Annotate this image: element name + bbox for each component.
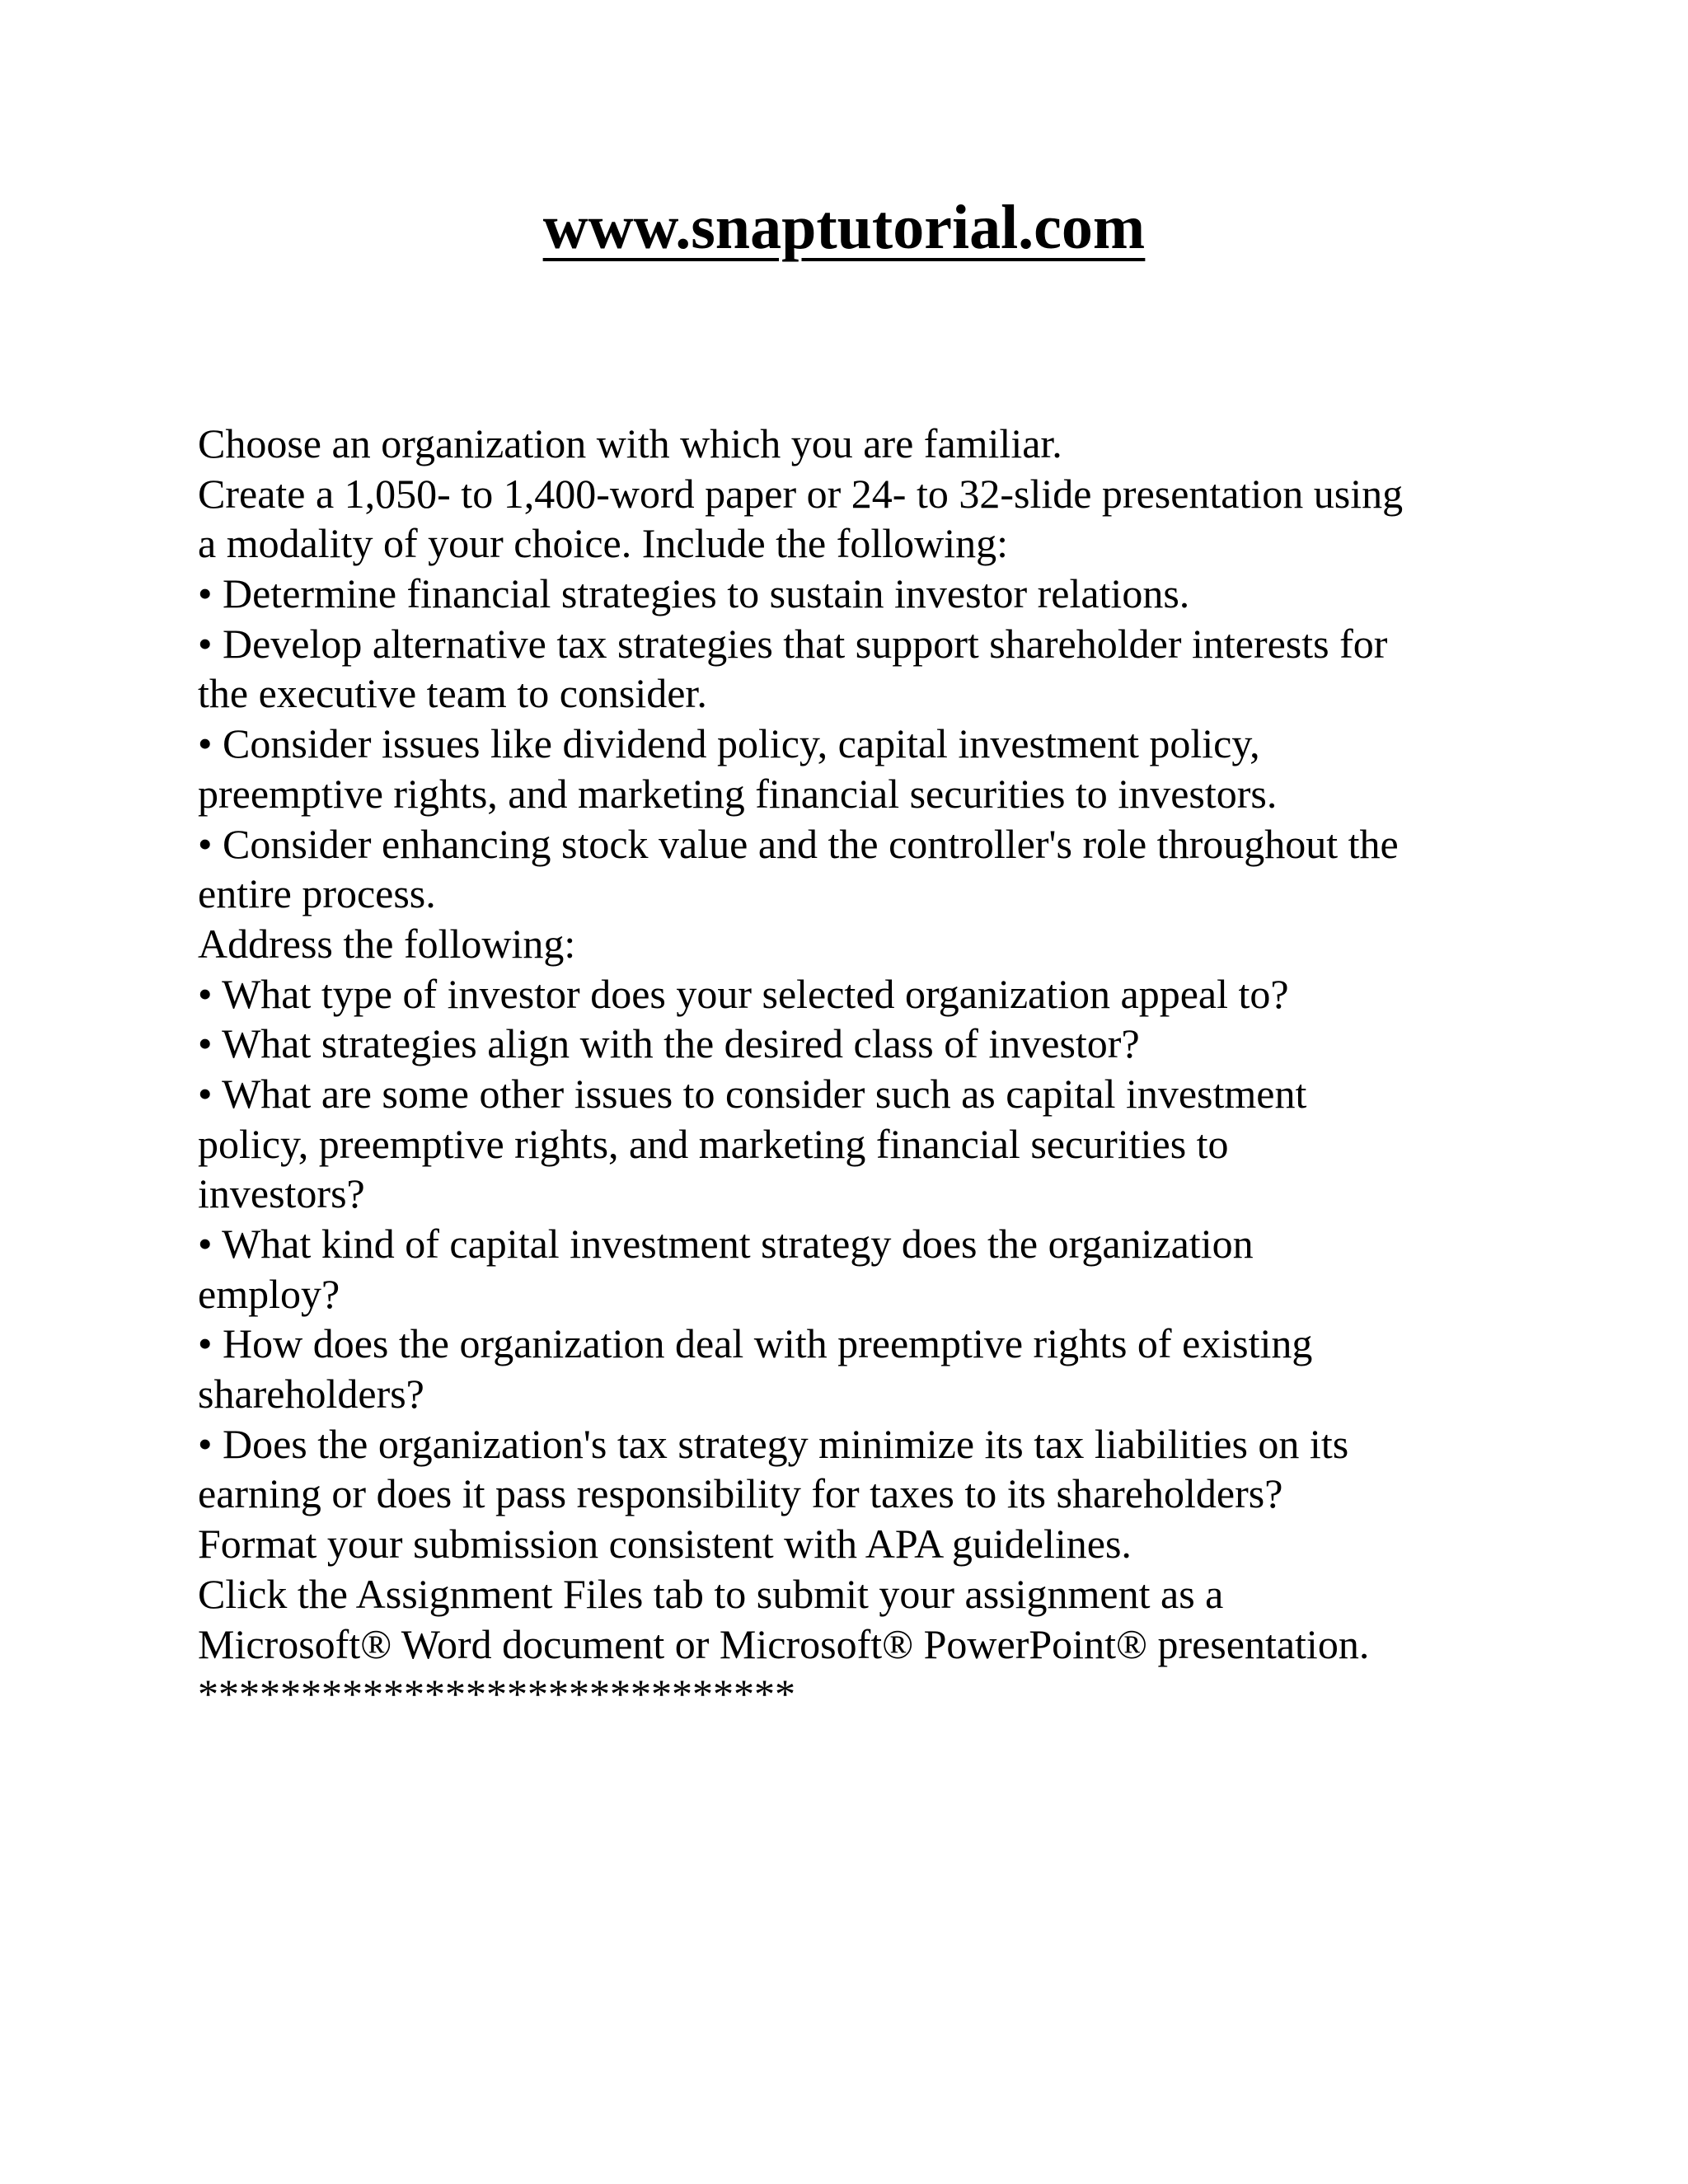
text-line: entire process. [198, 870, 436, 917]
text-line: Click the Assignment Files tab to submit your assignment as a [198, 1570, 1224, 1617]
text-line: a modality of your choice. Include the following: [198, 520, 1009, 567]
bullet-line: • Consider enhancing stock value and the controller's role throughout the [198, 820, 1399, 867]
text-line: Create a 1,050- to 1,400-word paper or 24- to 32-slide presentation using [198, 470, 1404, 517]
bullet-line: • How does the organization deal with preemptive rights of existing [198, 1320, 1313, 1367]
bullet-line: • What strategies align with the desired class of investor? [198, 1020, 1140, 1067]
page-title [0, 193, 1688, 262]
text-line: preemptive rights, and marketing financial securities to investors. [198, 770, 1278, 817]
bullet-line: • Does the organization's tax strategy minimize its tax liabilities on its [198, 1420, 1349, 1467]
bullet-line: • What are some other issues to consider such as capital investment [198, 1070, 1307, 1117]
text-line: earning or does it pass responsibility for taxes to its shareholders? [198, 1470, 1283, 1517]
bullet-line: • Consider issues like dividend policy, capital investment policy, [198, 720, 1260, 767]
text-line: policy, preemptive rights, and marketing financial securities to [198, 1120, 1229, 1167]
section-label: Address the following: [198, 920, 576, 967]
text-line: the executive team to consider. [198, 670, 707, 717]
bullet-line: • What kind of capital investment strategy does the organization [198, 1221, 1254, 1267]
bullet-line: • Develop alternative tax strategies that support shareholder interests for [198, 620, 1388, 667]
text-line: investors? [198, 1170, 365, 1217]
separator-stars: ***************************** [198, 1671, 795, 1718]
text-line: Format your submission consistent with APA guidelines. [198, 1521, 1132, 1568]
text-line: employ? [198, 1270, 340, 1317]
document-body [198, 419, 1550, 1719]
site-link[interactable]: www.snaptutorial.com [542, 193, 1146, 262]
text-line: Choose an organization with which you are familiar. [198, 420, 1062, 466]
bullet-line: • Determine financial strategies to sustain investor relations. [198, 570, 1190, 617]
text-line: shareholders? [198, 1371, 424, 1418]
text-line: Microsoft® Word document or Microsoft® PowerPoint® presentation. [198, 1620, 1370, 1667]
bullet-line: • What type of investor does your selected organization appeal to? [198, 970, 1289, 1017]
